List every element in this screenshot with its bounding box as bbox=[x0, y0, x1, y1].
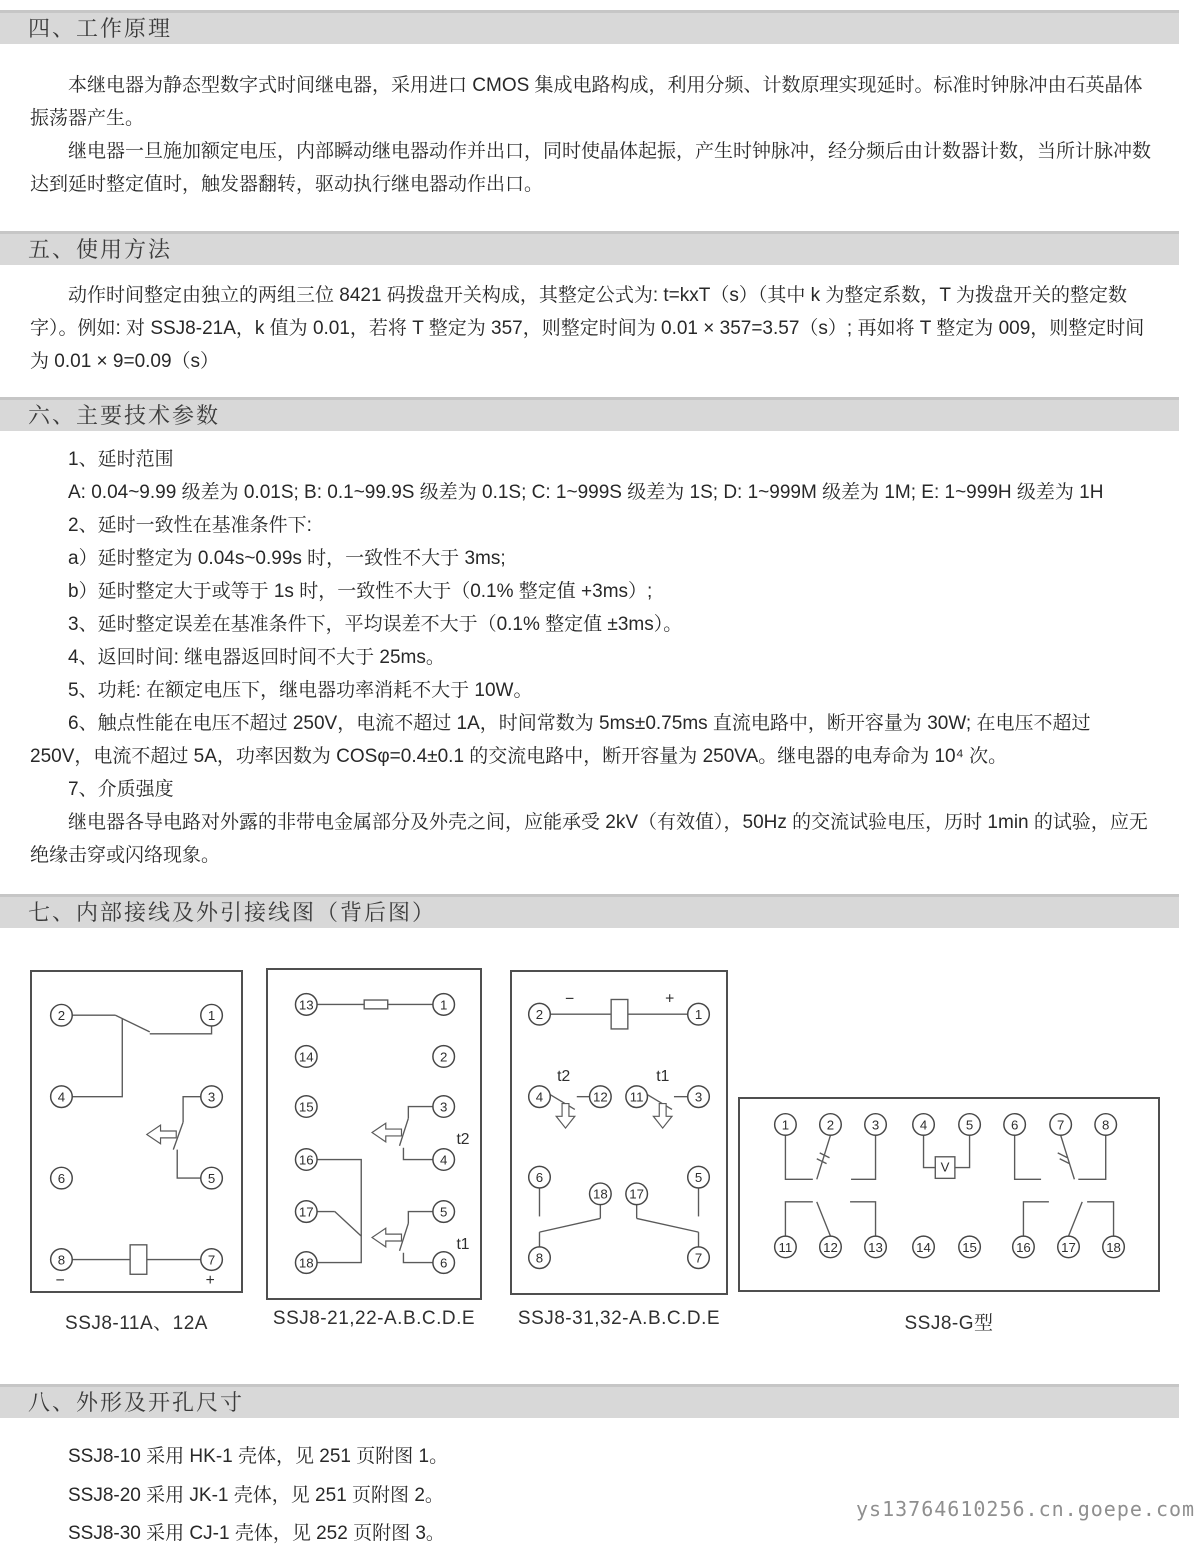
watermark: ys13764610256.cn.goepe.com bbox=[856, 1497, 1195, 1521]
svg-text:12: 12 bbox=[592, 1089, 608, 1105]
section-heading-technical-parameters: 六、主要技术参数 bbox=[0, 397, 1179, 431]
list-item: 3、延时整定误差在基准条件下，平均误差不大于（0.1% 整定值 ±3ms）。 bbox=[68, 614, 683, 635]
svg-text:6: 6 bbox=[57, 1171, 66, 1187]
list-item: SSJ8-20 采用 JK-1 壳体，见 251 页附图 2。 bbox=[68, 1484, 444, 1506]
svg-text:18: 18 bbox=[1106, 1239, 1121, 1255]
wiring-diagram-ssj8-11a-12a-svg bbox=[32, 972, 241, 1291]
list-item: b）延时整定大于或等于 1s 时，一致性不大于（0.1% 整定值 +3ms）; bbox=[68, 581, 653, 602]
contact-label-t1: t1 bbox=[456, 1235, 470, 1253]
svg-text:8: 8 bbox=[535, 1250, 544, 1266]
paragraph: 本继电器为静态型数字式时间继电器，采用进口 CMOS 集成电路构成，利用分频、计数原理实现延时。标准时钟脉冲由石英晶体振荡器产生。 bbox=[30, 75, 1143, 129]
svg-text:5: 5 bbox=[694, 1170, 703, 1186]
delay-arrow-icon bbox=[147, 1125, 176, 1144]
svg-text:1: 1 bbox=[781, 1117, 790, 1133]
svg-text:14: 14 bbox=[916, 1239, 931, 1255]
svg-text:4: 4 bbox=[919, 1117, 928, 1133]
polarity-minus: − bbox=[565, 990, 575, 1008]
list-item: 5、功耗: 在额定电压下，继电器功率消耗不大于 10W。 bbox=[68, 680, 533, 701]
svg-text:7: 7 bbox=[207, 1252, 216, 1268]
svg-text:12: 12 bbox=[823, 1239, 838, 1255]
section-5-body bbox=[30, 279, 1152, 378]
list-item: 1、延时范围 bbox=[68, 449, 174, 470]
svg-text:15: 15 bbox=[298, 1099, 314, 1115]
wiring-diagram-ssj8-g-svg bbox=[740, 1099, 1158, 1290]
list-item: 7、介质强度 bbox=[68, 779, 174, 800]
coil-symbol bbox=[611, 999, 628, 1028]
svg-text:7: 7 bbox=[1056, 1117, 1065, 1133]
svg-text:4: 4 bbox=[57, 1089, 66, 1105]
delay-arrow-icon bbox=[372, 1123, 401, 1142]
svg-text:11: 11 bbox=[629, 1089, 644, 1105]
wiring-diagram-ssj8-g bbox=[738, 1097, 1160, 1292]
svg-text:17: 17 bbox=[298, 1204, 314, 1220]
resistor-symbol bbox=[364, 1000, 388, 1009]
svg-text:6: 6 bbox=[439, 1255, 448, 1271]
list-item: 6、触点性能在电压不超过 250V，电流不超过 1A，时间常数为 5ms±0.75ms 直流电路中，断开容量为 30W; 在电压不超过 250V，电流不超过 5A，功率因数为 COSφ=0.4±0.1 的交流电路中，断开容量为 250VA。继电器的电寿命为 10⁴ 次。 bbox=[30, 713, 1091, 767]
section-heading-wiring-diagrams: 七、内部接线及外引接线图（背后图） bbox=[0, 894, 1179, 928]
svg-text:15: 15 bbox=[962, 1239, 977, 1255]
diagram-caption: SSJ8-31,32-A.B.C.D.E bbox=[517, 1308, 721, 1329]
delay-arrow-icon bbox=[372, 1228, 401, 1247]
section-heading-working-principle: 四、工作原理 bbox=[0, 10, 1179, 44]
svg-text:3: 3 bbox=[439, 1099, 448, 1115]
svg-text:14: 14 bbox=[298, 1049, 314, 1065]
svg-text:2: 2 bbox=[826, 1117, 835, 1133]
svg-text:2: 2 bbox=[439, 1049, 448, 1065]
svg-text:1: 1 bbox=[694, 1007, 703, 1023]
svg-text:3: 3 bbox=[207, 1089, 216, 1105]
diagram-caption: SSJ8-11A、12A bbox=[65, 1313, 208, 1334]
svg-text:3: 3 bbox=[694, 1089, 703, 1105]
svg-text:3: 3 bbox=[871, 1117, 880, 1133]
polarity-plus: + bbox=[665, 990, 675, 1008]
svg-text:4: 4 bbox=[535, 1089, 544, 1105]
svg-text:18: 18 bbox=[592, 1186, 608, 1202]
section-4-body bbox=[30, 69, 1152, 201]
svg-text:16: 16 bbox=[1016, 1239, 1031, 1255]
list-item: 2、延时一致性在基准条件下: bbox=[68, 515, 312, 536]
svg-text:2: 2 bbox=[57, 1008, 66, 1024]
svg-text:11: 11 bbox=[778, 1239, 793, 1255]
svg-text:6: 6 bbox=[535, 1170, 544, 1186]
svg-text:2: 2 bbox=[535, 1007, 544, 1023]
paragraph: 继电器一旦施加额定电压，内部瞬动继电器动作并出口，同时使晶体起振，产生时钟脉冲，经分频后由计数器计数，当所计脉冲数达到延时整定值时，触发器翻转，驱动执行继电器动作出口。 bbox=[30, 141, 1152, 195]
section-heading-usage-method: 五、使用方法 bbox=[0, 231, 1179, 265]
contact-label-t2: t2 bbox=[456, 1130, 470, 1148]
svg-text:1: 1 bbox=[439, 997, 448, 1013]
svg-text:13: 13 bbox=[868, 1239, 883, 1255]
voltmeter-label: V bbox=[940, 1159, 950, 1175]
svg-text:16: 16 bbox=[298, 1152, 314, 1168]
list-item: SSJ8-30 采用 CJ-1 壳体，见 252 页附图 3。 bbox=[68, 1523, 445, 1544]
wiring-diagram-ssj8-31-32-svg bbox=[512, 972, 726, 1293]
diagram-caption: SSJ8-21,22-A.B.C.D.E bbox=[272, 1308, 476, 1329]
wiring-diagram-ssj8-21-22-svg bbox=[268, 970, 480, 1298]
list-item: SSJ8-10 采用 HK-1 壳体，见 251 页附图 1。 bbox=[68, 1446, 449, 1467]
polarity-minus: − bbox=[55, 1272, 65, 1290]
list-item: a）延时整定为 0.04s~0.99s 时，一致性不大于 3ms; bbox=[68, 548, 506, 569]
svg-text:18: 18 bbox=[298, 1255, 314, 1271]
svg-text:6: 6 bbox=[1010, 1117, 1019, 1133]
section-heading-dimensions: 八、外形及开孔尺寸 bbox=[0, 1384, 1179, 1418]
svg-text:13: 13 bbox=[298, 997, 314, 1013]
wiring-diagram-ssj8-31-32 bbox=[510, 970, 728, 1295]
paragraph: 动作时间整定由独立的两组三位 8421 码拨盘开关构成，其整定公式为: t=kxT（s）（其中 k 为整定系数，T 为拨盘开关的整定数字）。例如: 对 SSJ8-21A，k 值为 0.01，若将 T 整定为 357，则整定时间为 0.01 × 357=3.57（s）; 再如将 T 整定为 009，则整定时间为 0.01 × 9=0.09（s） bbox=[30, 285, 1145, 372]
diagram-caption: SSJ8-G型 bbox=[904, 1313, 994, 1334]
svg-text:8: 8 bbox=[57, 1252, 66, 1268]
svg-text:8: 8 bbox=[1102, 1117, 1110, 1133]
wiring-diagram-ssj8-21-22 bbox=[266, 968, 482, 1300]
svg-text:5: 5 bbox=[207, 1171, 216, 1187]
list-item: 继电器各导电路对外露的非带电金属部分及外壳之间，应能承受 2kV（有效值），50Hz 的交流试验电压，历时 1min 的试验，应无绝缘击穿或闪络现象。 bbox=[30, 812, 1148, 866]
contact-label-t2: t2 bbox=[557, 1067, 571, 1085]
svg-text:7: 7 bbox=[694, 1250, 703, 1266]
polarity-plus: + bbox=[205, 1272, 215, 1290]
svg-text:5: 5 bbox=[965, 1117, 974, 1133]
coil-symbol bbox=[130, 1245, 147, 1274]
list-item: A: 0.04~9.99 级差为 0.01S; B: 0.1~99.9S 级差为 0.1S; C: 1~999S 级差为 1S; D: 1~999M 级差为 1M; E: 1~999H 级差为 1H bbox=[68, 482, 1104, 503]
svg-text:5: 5 bbox=[439, 1204, 448, 1220]
svg-text:17: 17 bbox=[629, 1186, 645, 1202]
svg-text:1: 1 bbox=[207, 1008, 216, 1024]
section-6-body bbox=[30, 443, 1152, 872]
wiring-diagram-ssj8-11a-12a bbox=[30, 970, 243, 1293]
list-item: 4、返回时间: 继电器返回时间不大于 25ms。 bbox=[68, 647, 445, 668]
section-8-body bbox=[30, 1438, 1152, 1554]
svg-text:4: 4 bbox=[439, 1152, 448, 1168]
svg-text:17: 17 bbox=[1061, 1239, 1076, 1255]
contact-label-t1: t1 bbox=[656, 1067, 670, 1085]
